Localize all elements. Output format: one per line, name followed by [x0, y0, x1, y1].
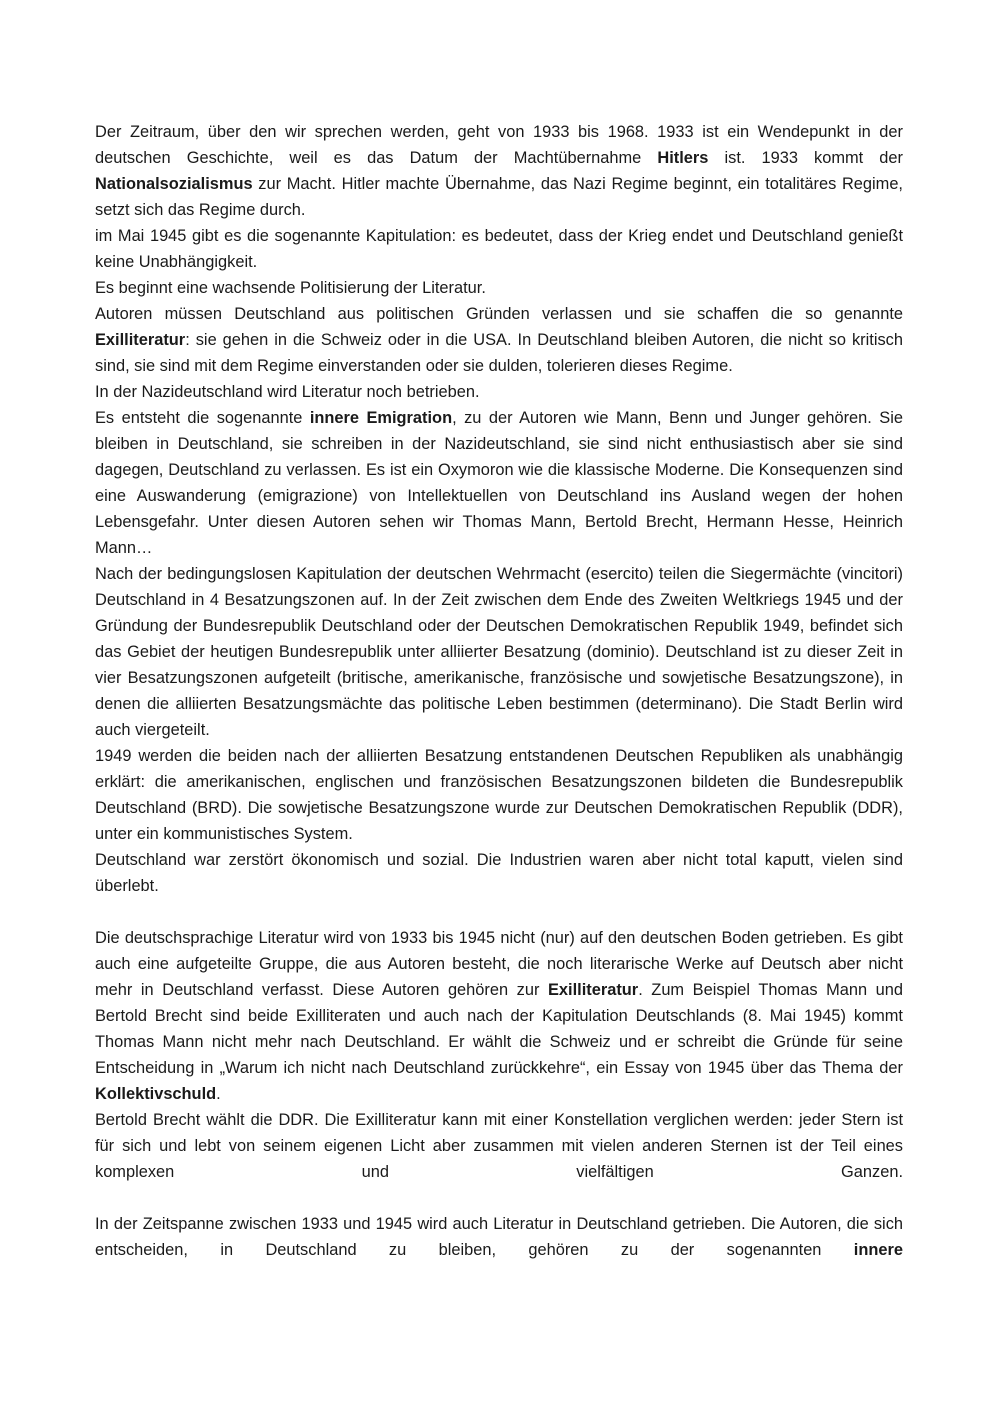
- text-run: Der Zeitraum, über den wir sprechen werden, geht von 1933 bis 1968. 1933 ist ein Wendepunkt in der deutschen Geschichte, weil es das Datum der Machtübernahme: [95, 123, 903, 167]
- text-run: In der Nazideutschland wird Literatur noch betrieben.: [95, 383, 480, 401]
- document-page: [95, 119, 903, 1263]
- bold-term: innere: [853, 1241, 903, 1259]
- paragraph: [95, 1107, 903, 1185]
- text-run: Die deutschsprachige Literatur wird von 1933 bis 1945 nicht (nur) auf den deutschen Boden getrieben. Es gibt auch eine aufgeteilte Gruppe, die aus Autoren besteht, die noch literarische Werke auf Deutsch aber nicht mehr in Deutschland verfasst. Diese Autoren gehören zur: [95, 929, 903, 999]
- text-run: Bertold Brecht wählt die DDR. Die Exilliteratur kann mit einer Konstellation verglichen werden: jeder Stern ist für sich und lebt von seinem eigenen Licht aber zusammen mit vielen anderen Sternen ist der Teil eines komplexen und vielfältigen Ganzen.: [95, 1111, 903, 1181]
- text-run: zur Macht. Hitler machte Übernahme, das Nazi Regime beginnt, ein totalitäres Regime, setzt sich das Regime durch.: [95, 175, 903, 219]
- text-run: Es beginnt eine wachsende Politisierung der Literatur.: [95, 279, 486, 297]
- paragraph: [95, 379, 903, 405]
- text-run: , zu der Autoren wie Mann, Benn und Junger gehören. Sie bleiben in Deutschland, sie schreiben in der Nazideutschland, sie sind nicht enthusiastisch aber sie sind dagegen, Deutschland zu verlassen. Es ist ein Oxymoron wie die klassische Moderne. Die Konsequenzen sind eine Auswanderung (emigrazione) von Intellektuellen von Deutschland ins Ausland wegen der hohen Lebensgefahr. Unter diesen Autoren sehen wir Thomas Mann, Bertold Brecht, Hermann Hesse, Heinrich Mann…: [95, 409, 903, 557]
- text-run: Autoren müssen Deutschland aus politischen Gründen verlassen und sie schaffen die so genannte: [95, 305, 903, 323]
- text-run: . Zum Beispiel Thomas Mann und Bertold Brecht sind beide Exilliteraten und auch nach der Kapitulation Deutschlands (8. Mai 1945) kommt Thomas Mann nicht mehr nach Deutschland. Er wählt die Schweiz und er schreibt die Gründe für seine Entscheidung in „Warum ich nicht nach Deutschland zurückkehre“, ein Essay von 1945 über das Thema der: [95, 981, 903, 1077]
- bold-term: Exilliteratur: [548, 981, 639, 999]
- paragraph: [95, 275, 903, 301]
- paragraph: [95, 301, 903, 379]
- text-run: In der Zeitspanne zwischen 1933 und 1945 wird auch Literatur in Deutschland getrieben. Die Autoren, die sich entscheiden, in Deutschland zu bleiben, gehören zu der sogenannten: [95, 1215, 903, 1259]
- paragraph: [95, 405, 903, 561]
- text-run: Deutschland war zerstört ökonomisch und sozial. Die Industrien waren aber nicht total kaputt, vielen sind überlebt.: [95, 851, 903, 895]
- bold-term: Exilliteratur: [95, 331, 186, 349]
- text-run: im Mai 1945 gibt es die sogenannte Kapitulation: es bedeutet, dass der Krieg endet und Deutschland genießt keine Unabhängigkeit.: [95, 227, 903, 271]
- paragraph: [95, 223, 903, 275]
- paragraph: [95, 119, 903, 223]
- text-run: ist. 1933 kommt der: [708, 149, 903, 167]
- paragraph: [95, 847, 903, 899]
- paragraph: [95, 1211, 903, 1263]
- text-run: : sie gehen in die Schweiz oder in die USA. In Deutschland bleiben Autoren, die nicht so kritisch sind, sie sind mit dem Regime einverstanden oder sie dulden, tolerieren dieses Regime.: [95, 331, 903, 375]
- text-run: Nach der bedingungslosen Kapitulation der deutschen Wehrmacht (esercito) teilen die Siegermächte (vincitori) Deutschland in 4 Besatzungszonen auf. In der Zeit zwischen dem Ende des Zweiten Weltkriegs 1945 und der Gründung der Bundesrepublik Deutschland oder der Deutschen Demokratischen Republik 1949, befindet sich das Gebiet der heutigen Bundesrepublik unter alliierter Besatzung (dominio). Deutschland ist zu dieser Zeit in vier Besatzungszonen aufgeteilt (britische, amerikanische, französische und sowjetische Besatzungszone), in denen die alliierten Besatzungsmächte das politische Leben bestimmen (determinano). Die Stadt Berlin wird auch viergeteilt.: [95, 565, 903, 739]
- text-run: .: [216, 1085, 221, 1103]
- bold-term: innere Emigration: [309, 409, 453, 427]
- paragraph: [95, 925, 903, 1107]
- bold-term: Nationalsozialismus: [95, 175, 253, 193]
- paragraph: [95, 561, 903, 743]
- text-run: 1949 werden die beiden nach der alliierten Besatzung entstandenen Deutschen Republiken als unabhängig erklärt: die amerikanischen, englischen und französischen Besatzungszonen bildeten die Bundesrepublik Deutschland (BRD). Die sowjetische Besatzungszone wurde zur Deutschen Demokratischen Republik (DDR), unter ein kommunistisches System.: [95, 747, 903, 843]
- bold-term: Hitlers: [657, 149, 709, 167]
- bold-term: Kollektivschuld: [95, 1085, 217, 1103]
- text-run: Es entsteht die sogenannte: [95, 409, 310, 427]
- blank-line: [95, 899, 903, 925]
- paragraph: [95, 743, 903, 847]
- blank-line: [95, 1185, 903, 1211]
